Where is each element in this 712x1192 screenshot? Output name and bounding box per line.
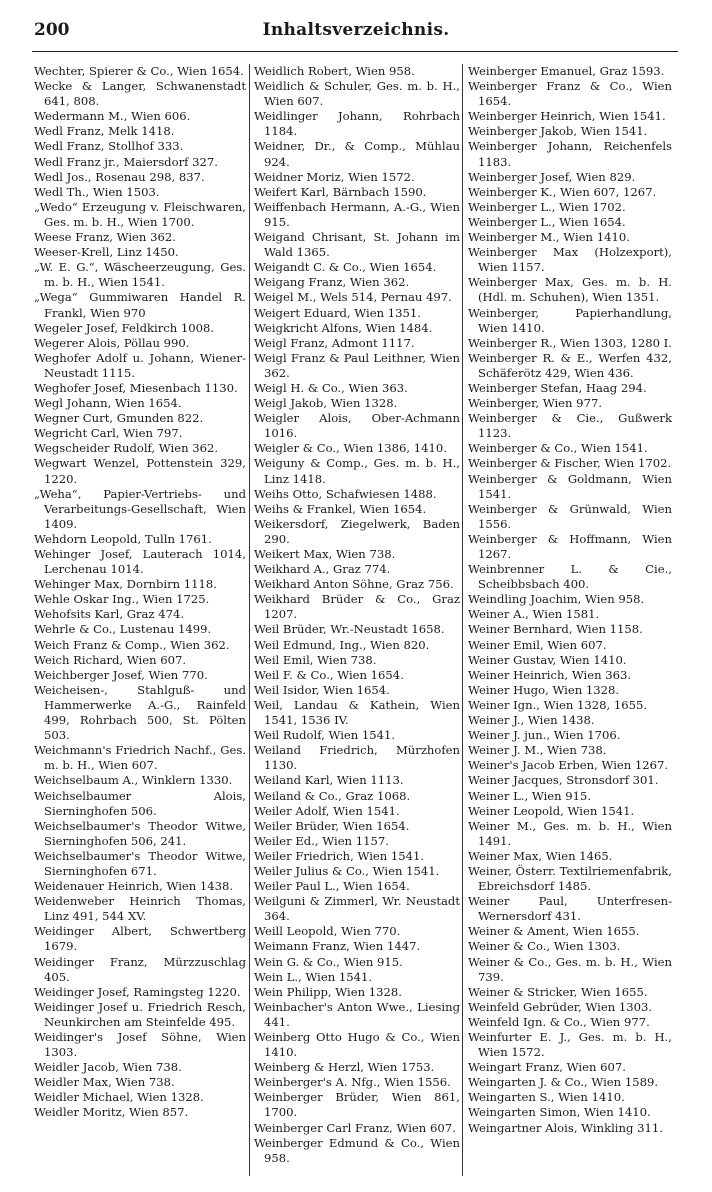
index-entry: Wehofsits Karl, Graz 474.	[34, 607, 185, 622]
index-entry: Weifert Karl, Bärnbach 1590.	[254, 184, 427, 199]
index-entry: Weil Edmund, Ing., Wien 820.	[254, 637, 430, 652]
index-entry: Weigl H. & Co., Wien 363.	[254, 380, 408, 395]
index-entry: Weigl Franz, Admont 1117.	[254, 335, 415, 350]
index-entry: Weiner J. jun., Wien 1706.	[468, 728, 621, 743]
index-entry: Weiner Emil, Wien 607.	[468, 637, 607, 652]
index-entry: Weidinger Albert, Schwertberg 1679.	[34, 924, 246, 954]
index-entry: Wehle Oskar Ing., Wien 1725.	[34, 592, 210, 607]
index-entry: Weingarten Simon, Wien 1410.	[468, 1105, 651, 1120]
index-entry: Weinberger L., Wien 1654.	[468, 214, 626, 229]
index-entry: Weiler Paul L., Wien 1654.	[254, 879, 410, 894]
index-entry: Weiler Adolf, Wien 1541.	[254, 803, 400, 818]
index-entry: Weigandt C. & Co., Wien 1654.	[254, 260, 437, 275]
index-entry: Weinberger & Cie., Gußwerk 1123.	[468, 411, 672, 441]
index-entry: Weidenweber Heinrich Thomas, Linz 491, 544 XV.	[34, 894, 246, 924]
index-entry: Weidinger Josef, Ramingsteg 1220.	[34, 984, 241, 999]
index-entry: Weiler Julius & Co., Wien 1541.	[254, 863, 440, 878]
index-entry: Weichselbaum A., Winklern 1330.	[34, 773, 233, 788]
index-column-1	[34, 64, 246, 1180]
index-entry: Weiner, Österr. Textilriemenfabrik, Ebreichsdorf 1485.	[468, 863, 672, 894]
index-entry: Wegeler Josef, Feldkirch 1008.	[34, 320, 215, 335]
index-entry: Wedermann M., Wien 606.	[34, 109, 191, 124]
index-entry: Wehinger Max, Dornbirn 1118.	[34, 577, 217, 592]
index-entry: Weinberg Otto Hugo & Co., Wien 1410.	[254, 1030, 460, 1060]
index-entry: Weichselbaumer Alois, Sierninghofen 506.	[34, 788, 246, 818]
index-entry: Weil Brüder, Wr.-Neustadt 1658.	[254, 622, 445, 637]
index-entry: Weinberger Johann, Reichenfels 1183.	[468, 139, 672, 169]
index-entry: Weidler Max, Wien 738.	[34, 1075, 175, 1090]
index-entry: Weiler Friedrich, Wien 1541.	[254, 848, 425, 863]
index-entry: Wehinger Josef, Lauterach 1014, Lerchenau 1014.	[34, 547, 246, 577]
index-entry: Weil F. & Co., Wien 1654.	[254, 667, 404, 682]
index-entry: Weiner L., Wien 915.	[468, 788, 592, 803]
index-entry: Weinberger Carl Franz, Wien 607.	[254, 1120, 456, 1135]
index-entry: Weiner Bernhard, Wien 1158.	[468, 622, 643, 637]
index-entry: Weingarten S., Wien 1410.	[468, 1090, 625, 1105]
index-entry: Weingart Franz, Wien 607.	[468, 1060, 626, 1075]
index-entry: „Wega“ Gummiwaren Handel R. Frankl, Wien 970	[34, 290, 246, 320]
index-entry: Weinberger Heinrich, Wien 1541.	[468, 109, 666, 124]
index-entry: Wedl Franz, Stollhof 333.	[34, 139, 184, 154]
index-entry: Wehdorn Leopold, Tulln 1761.	[34, 531, 212, 546]
index-entry: Weigel M., Wels 514, Pernau 497.	[254, 290, 452, 305]
index-entry: Weiner J., Wien 1438.	[468, 713, 595, 728]
index-entry: Weiner's Jacob Erben, Wien 1267.	[468, 758, 669, 773]
index-entry: Weese Franz, Wien 362.	[34, 230, 176, 245]
index-entry: Weidinger's Josef Söhne, Wien 1303.	[34, 1030, 246, 1060]
index-entry: Weinberger & Grünwald, Wien 1556.	[468, 501, 672, 531]
index-entry: Weinberger, Papierhandlung, Wien 1410.	[468, 305, 672, 335]
index-entry: Weiner J. M., Wien 738.	[468, 743, 607, 758]
index-entry: Weinberger R. & E., Werfen 432, Schäferötz 429, Wien 436.	[468, 350, 672, 380]
index-entry: Weichberger Josef, Wien 770.	[34, 667, 208, 682]
index-entry: Wehrle & Co., Lustenau 1499.	[34, 622, 212, 637]
index-entry: Weil Rudolf, Wien 1541.	[254, 728, 396, 743]
index-entry: Weinberger Emanuel, Graz 1593.	[468, 64, 665, 78]
index-entry: Weindling Joachim, Wien 958.	[468, 592, 645, 607]
index-entry: Weinberger's A. Nfg., Wien 1556.	[254, 1075, 451, 1090]
index-entry: Weinberger Josef, Wien 829.	[468, 169, 636, 184]
index-entry: Weicheisen-, Stahlguß- und Hammerwerke A.-G., Rainfeld 499, Rohrbach 500, St. Pölten 503.	[34, 682, 246, 743]
index-entry: Weiner Jacques, Stronsdorf 301.	[468, 773, 659, 788]
index-entry: Weinbrenner L. & Cie., Scheibbsbach 400.	[468, 562, 672, 592]
page-number: 200	[34, 20, 70, 40]
index-entry: Weinberger & Goldmann, Wien 1541.	[468, 471, 672, 501]
index-entry: Weikersdorf, Ziegelwerk, Baden 290.	[254, 516, 460, 546]
index-entry: Weichselbaumer's Theodor Witwe, Sierninghofen 506, 241.	[34, 818, 246, 848]
column-divider	[462, 64, 463, 1176]
index-entry: Weinfurter E. J., Ges. m. b. H., Wien 1572.	[468, 1030, 672, 1060]
index-entry: Wechter, Spierer & Co., Wien 1654.	[34, 64, 244, 78]
index-entry: Weiner M., Ges. m. b. H., Wien 1491.	[468, 818, 672, 848]
index-entry: Weinberger Stefan, Haag 294.	[468, 380, 647, 395]
index-entry: Weidler Michael, Wien 1328.	[34, 1090, 204, 1105]
index-entry: Weiland Karl, Wien 1113.	[254, 773, 404, 788]
index-entry: „Wedo“ Erzeugung v. Fleischwaren, Ges. m. b. H., Wien 1700.	[34, 199, 246, 229]
index-entry: Wecke & Langer, Schwanenstadt 641, 808.	[34, 79, 246, 109]
index-entry: Weinberger & Co., Wien 1541.	[468, 441, 648, 456]
index-entry: Wegricht Carl, Wien 797.	[34, 426, 183, 441]
index-entry: Weinberger Franz & Co., Wien 1654.	[468, 79, 672, 109]
index-entry: Weingartner Alois, Winkling 311.	[468, 1120, 663, 1135]
index-entry: Wedl Franz jr., Maiersdorf 327.	[34, 154, 218, 169]
index-entry: Weiner Paul, Unterfresen-Wernersdorf 431.	[468, 894, 672, 924]
index-entry: Wegl Johann, Wien 1654.	[34, 396, 182, 411]
index-entry: Weinberger M., Wien 1410.	[468, 230, 630, 245]
index-entry: „W. E. G.“, Wäscheerzeugung, Ges. m. b. H., Wien 1541.	[34, 260, 246, 290]
page-header	[0, 0, 712, 50]
index-entry: „Weha“, Papier-Vertriebs- und Verarbeitungs-Gesellschaft, Wien 1409.	[34, 486, 246, 531]
index-entry: Wedl Franz, Melk 1418.	[34, 124, 175, 139]
index-entry: Weill Leopold, Wien 770.	[254, 924, 401, 939]
index-entry: Weinberger, Wien 977.	[468, 396, 603, 411]
index-entry: Wegscheider Rudolf, Wien 362.	[34, 441, 219, 456]
index-entry: Weiland & Co., Graz 1068.	[254, 788, 411, 803]
index-entry: Weiner Max, Wien 1465.	[468, 848, 613, 863]
index-entry: Wegerer Alois, Pöllau 990.	[34, 335, 190, 350]
index-entry: Weich Franz & Comp., Wien 362.	[34, 637, 230, 652]
index-entry: Weinfeld Ign. & Co., Wien 977.	[468, 1014, 650, 1029]
index-entry: Weidler Jacob, Wien 738.	[34, 1060, 182, 1075]
column-divider	[249, 64, 250, 1176]
index-entry: Weiffenbach Hermann, A.-G., Wien 915.	[254, 199, 460, 229]
index-entry: Weil Isidor, Wien 1654.	[254, 682, 390, 697]
index-entry: Weiguny & Comp., Ges. m. b. H., Linz 1418.	[254, 456, 460, 486]
index-entry: Weiner & Ament, Wien 1655.	[468, 924, 640, 939]
index-entry: Weilguni & Zimmerl, Wr. Neustadt 364.	[254, 894, 460, 924]
index-entry: Weidinger Franz, Mürzzuschlag 405.	[34, 954, 246, 984]
index-entry: Weikert Max, Wien 738.	[254, 547, 396, 561]
index-entry: Weiler Brüder, Wien 1654.	[254, 818, 410, 833]
index-entry: Weidler Moritz, Wien 857.	[34, 1105, 189, 1120]
index-entry: Weigert Eduard, Wien 1351.	[254, 305, 421, 320]
index-entry: Weinberger R., Wien 1303, 1280 I.	[468, 335, 672, 350]
index-entry: Weinberger K., Wien 607, 1267.	[468, 184, 657, 199]
index-entry: Weghofer Josef, Miesenbach 1130.	[34, 380, 238, 395]
index-column-2	[254, 64, 460, 1180]
index-entry: Weinberger & Fischer, Wien 1702.	[468, 456, 672, 471]
index-entry: Weichmann's Friedrich Nachf., Ges. m. b. H., Wien 607.	[34, 743, 246, 773]
index-entry: Weghofer Adolf u. Johann, Wiener-Neustadt 1115.	[34, 350, 246, 380]
index-entry: Weiler Ed., Wien 1157.	[254, 833, 389, 848]
index-column-3	[468, 64, 672, 1180]
index-entry: Weiner & Stricker, Wien 1655.	[468, 984, 648, 999]
index-entry: Wedl Jos., Rosenau 298, 837.	[34, 169, 205, 184]
index-entry: Weinberger Jakob, Wien 1541.	[468, 124, 648, 139]
index-entry: Weihs & Frankel, Wien 1654.	[254, 501, 427, 516]
index-entry: Weidner Moriz, Wien 1572.	[254, 169, 415, 184]
index-entry: Weiner Leopold, Wien 1541.	[468, 803, 635, 818]
index-entry: Weidlinger Johann, Rohrbach 1184.	[254, 109, 460, 139]
index-entry: Weidlich & Schuler, Ges. m. b. H., Wien 607.	[254, 79, 460, 109]
index-entry: Weinberger Max (Holzexport), Wien 1157.	[468, 245, 672, 275]
index-entry: Weeser-Krell, Linz 1450.	[34, 245, 179, 260]
index-entry: Wedl Th., Wien 1503.	[34, 184, 160, 199]
index-entry: Weinberger Max, Ges. m. b. H. (Hdl. m. Schuhen), Wien 1351.	[468, 275, 672, 305]
index-entry: Wein G. & Co., Wien 915.	[254, 954, 403, 969]
index-entry: Weil, Landau & Kathein, Wien 1541, 1536 IV.	[254, 697, 460, 728]
index-entry: Weigler & Co., Wien 1386, 1410.	[254, 441, 447, 456]
index-entry: Weiner Gustav, Wien 1410.	[468, 652, 627, 667]
index-entry: Weigler Alois, Ober-Achmann 1016.	[254, 411, 460, 441]
index-entry: Weinfeld Gebrüder, Wien 1303.	[468, 999, 653, 1014]
index-entry: Weidinger Josef u. Friedrich Resch, Neunkirchen am Steinfelde 495.	[34, 999, 246, 1029]
header-rule	[32, 51, 678, 52]
index-entry: Weichselbaumer's Theodor Witwe, Sierninghofen 671.	[34, 848, 246, 878]
index-entry: Weich Richard, Wien 607.	[34, 652, 187, 667]
index-entry: Weigand Chrisant, St. Johann im Wald 1365.	[254, 230, 460, 260]
index-entry: Weigl Franz & Paul Leithner, Wien 362.	[254, 350, 460, 380]
index-entry: Weiner Heinrich, Wien 363.	[468, 667, 632, 682]
index-entry: Weingarten J. & Co., Wien 1589.	[468, 1075, 659, 1090]
index-entry: Weidner, Dr., & Comp., Mühlau 924.	[254, 139, 460, 169]
index-entry: Weigang Franz, Wien 362.	[254, 275, 410, 290]
index-entry: Weikhard Brüder & Co., Graz 1207.	[254, 592, 460, 622]
index-entry: Weiland Friedrich, Mürzhofen 1130.	[254, 743, 460, 773]
index-entry: Weidenauer Heinrich, Wien 1438.	[34, 879, 234, 894]
index-entry: Weinberger Edmund & Co., Wien 958.	[254, 1135, 460, 1165]
index-entry: Weil Emil, Wien 738.	[254, 652, 377, 667]
index-entry: Weiner & Co., Wien 1303.	[468, 939, 621, 954]
index-entry: Weinberger Brüder, Wien 861, 1700.	[254, 1090, 460, 1120]
index-entry: Wein L., Wien 1541.	[254, 969, 373, 984]
index-entry: Weigkricht Alfons, Wien 1484.	[254, 320, 433, 335]
index-entry: Weikhard Anton Söhne, Graz 756.	[254, 577, 454, 592]
index-entry: Weikhard A., Graz 774.	[254, 562, 391, 577]
index-entry: Weinberger L., Wien 1702.	[468, 199, 626, 214]
index-entry: Weiner Ign., Wien 1328, 1655.	[468, 697, 648, 712]
index-entry: Weinberg & Herzl, Wien 1753.	[254, 1060, 435, 1075]
index-entry: Weidlich Robert, Wien 958.	[254, 64, 415, 78]
index-entry: Weinberger & Hoffmann, Wien 1267.	[468, 531, 672, 561]
index-entry: Wein Philipp, Wien 1328.	[254, 984, 402, 999]
index-entry: Weigl Jakob, Wien 1328.	[254, 396, 398, 411]
index-entry: Weiner & Co., Ges. m. b. H., Wien 739.	[468, 954, 672, 984]
index-entry: Wegner Curt, Gmunden 822.	[34, 411, 204, 426]
index-entry: Weihs Otto, Schafwiesen 1488.	[254, 486, 437, 501]
page-title: Inhaltsverzeichnis.	[262, 20, 450, 40]
index-entry: Weimann Franz, Wien 1447.	[254, 939, 421, 954]
index-entry: Wegwart Wenzel, Pottenstein 329, 1220.	[34, 456, 246, 486]
index-entry: Weiner A., Wien 1581.	[468, 607, 600, 622]
index-entry: Weiner Hugo, Wien 1328.	[468, 682, 620, 697]
index-entry: Weinbacher's Anton Wwe., Liesing 441.	[254, 999, 460, 1029]
